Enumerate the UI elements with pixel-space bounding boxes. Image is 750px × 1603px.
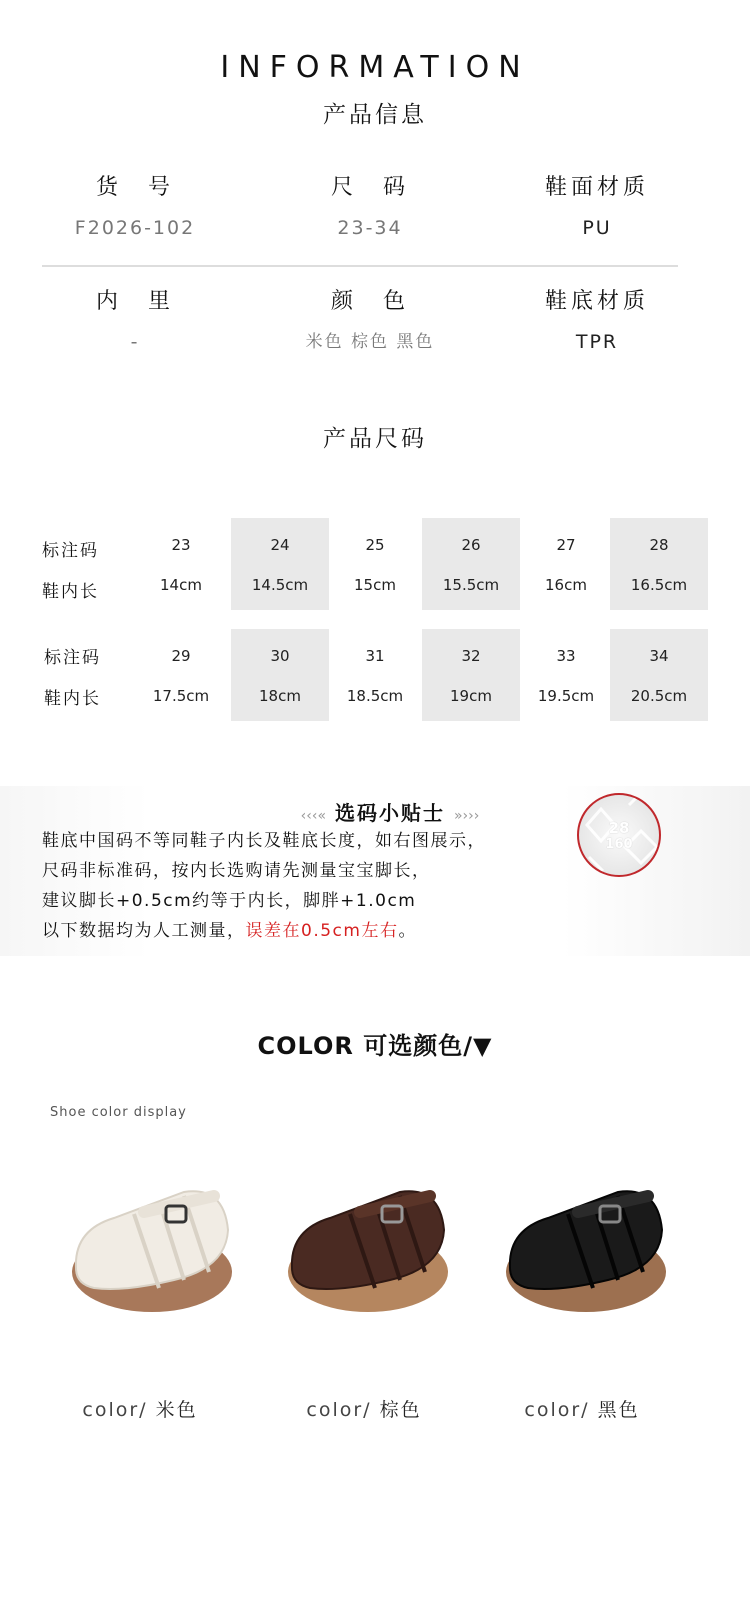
size-value: 32 [461, 647, 481, 665]
attr-value: 23-34 [337, 217, 403, 239]
length-value: 20.5cm [630, 687, 688, 705]
size-cell [231, 518, 329, 610]
attr-label: 鞋底材质 [544, 289, 649, 314]
size-value: 30 [270, 647, 290, 665]
size-label: 标注码 [44, 648, 101, 668]
length-label: 鞋内长 [42, 582, 99, 602]
size-value: 34 [649, 647, 669, 665]
size-value: 31 [365, 647, 385, 665]
attr-label: 鞋面材质 [544, 175, 649, 200]
tip-line: 尺码非标准码，按内长选购请先测量宝宝脚长， [42, 861, 431, 881]
size-cell [231, 629, 329, 721]
attr-value: TPR [575, 331, 619, 353]
info-title: INFORMATION [220, 50, 530, 85]
size-cell [517, 518, 615, 610]
tip-text: 。 [398, 921, 417, 941]
length-value: 15.5cm [442, 576, 500, 594]
length-value: 14cm [160, 576, 202, 594]
color-name: 米色 [155, 1399, 198, 1421]
attr-item-no [40, 173, 230, 243]
tip-error-note: 误差在0.5cm左右 [245, 921, 399, 941]
attr-label: 尺 码 [330, 175, 409, 200]
sole-size-number: 28 [608, 819, 630, 837]
tip-line: 鞋底中国码不等同鞋子内长及鞋底长度，如右图展示， [42, 831, 486, 851]
attr-value: 米色 棕色 黑色 [305, 332, 435, 352]
color-prefix: color/ [306, 1399, 372, 1421]
attr-value: PU [582, 217, 612, 239]
size-cell [326, 518, 424, 610]
info-subtitle: 产品信息 [323, 102, 427, 128]
size-value: 27 [556, 536, 576, 554]
size-value: 24 [270, 536, 290, 554]
shoe-image-black [498, 1180, 668, 1320]
size-cell [610, 629, 708, 721]
tips-title-text: 选码小贴士 [335, 801, 445, 825]
size-cell [132, 518, 230, 610]
size-cell [517, 629, 615, 721]
sole-closeup-image [577, 793, 661, 877]
shoe-image-beige [64, 1180, 234, 1320]
color-prefix: color/ [82, 1399, 148, 1421]
attr-sole-material [502, 287, 692, 357]
attr-color [275, 287, 465, 357]
size-value: 26 [461, 536, 481, 554]
attr-upper-material [502, 173, 692, 243]
attr-label: 颜 色 [330, 289, 409, 314]
tips-title [270, 797, 510, 826]
color-label-beige [30, 1395, 250, 1422]
size-cell [422, 629, 520, 721]
color-prefix: color/ [524, 1399, 590, 1421]
color-label-brown [254, 1395, 474, 1422]
size-label: 标注码 [42, 541, 99, 561]
shoe-image-brown [280, 1180, 450, 1320]
attr-value: F2026-102 [74, 217, 196, 239]
tip-text: 以下数据均为人工测量， [42, 921, 246, 941]
color-name: 黑色 [597, 1399, 640, 1421]
size-value: 33 [556, 647, 576, 665]
sole-length-number: 160 [605, 837, 633, 852]
size-value: 23 [171, 536, 191, 554]
attr-label: 货 号 [95, 175, 174, 200]
length-value: 19.5cm [537, 687, 595, 705]
length-value: 17.5cm [152, 687, 210, 705]
shoe-display-label: Shoe color display [50, 1105, 187, 1120]
attr-size [275, 173, 465, 243]
size-chart-title: 产品尺码 [323, 426, 427, 452]
length-value: 19cm [450, 687, 492, 705]
color-label-black [472, 1395, 692, 1422]
size-value: 29 [171, 647, 191, 665]
size-value: 28 [649, 536, 669, 554]
tip-line: 建议脚长+0.5cm约等于内长，脚胖+1.0cm [42, 891, 417, 911]
deco-arrows-left: ‹‹‹« [300, 808, 327, 824]
length-value: 18.5cm [346, 687, 404, 705]
size-cell [132, 629, 230, 721]
size-cell [326, 629, 424, 721]
size-cell [610, 518, 708, 610]
length-value: 16cm [545, 576, 587, 594]
tip-line-last [42, 916, 417, 941]
length-value: 14.5cm [251, 576, 309, 594]
length-value: 18cm [259, 687, 301, 705]
attr-value: - [130, 331, 140, 353]
length-label: 鞋内长 [44, 689, 101, 709]
size-value: 25 [365, 536, 385, 554]
length-value: 16.5cm [630, 576, 688, 594]
length-value: 15cm [354, 576, 396, 594]
attr-label: 内 里 [95, 289, 174, 314]
attr-lining [40, 287, 230, 357]
color-section-title: COLOR 可选颜色/▼ [257, 1032, 493, 1060]
color-name: 棕色 [379, 1399, 422, 1421]
deco-arrows-right: »››› [453, 808, 480, 824]
divider [42, 265, 678, 267]
size-cell [422, 518, 520, 610]
